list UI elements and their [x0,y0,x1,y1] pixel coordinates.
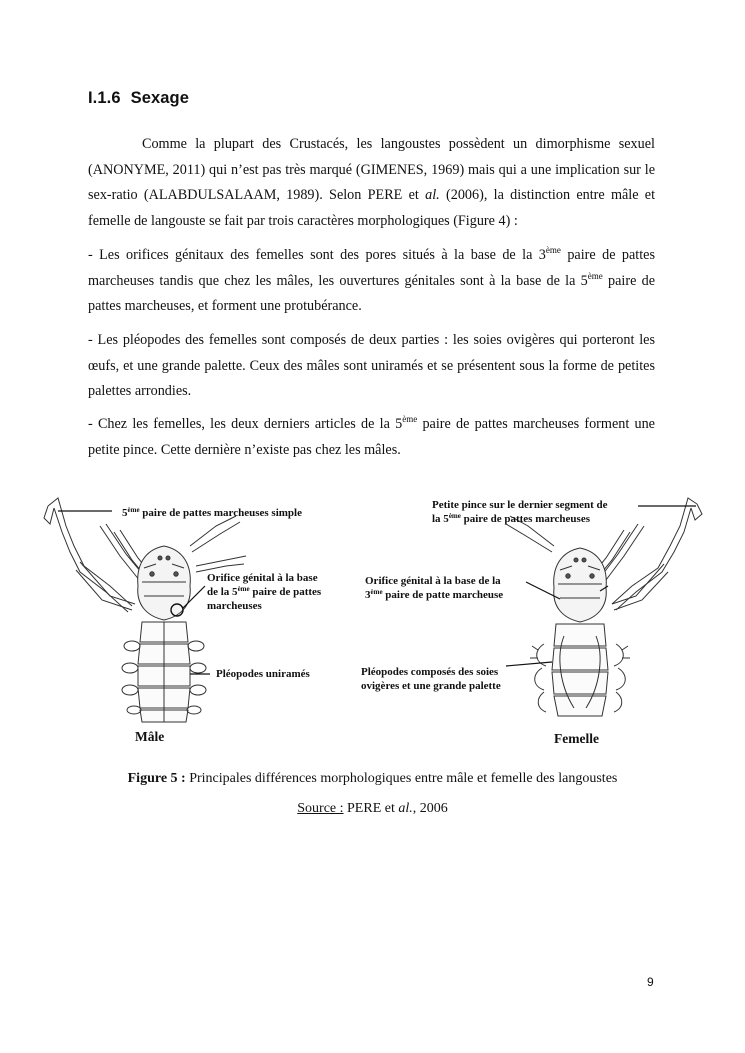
female-label-genital-orifice [365,574,503,602]
male-orifice-line2: de la 5ème paire de pattes [207,585,322,598]
paragraph-genital-orifices [88,243,655,320]
male-sex-label: Mâle [135,729,165,744]
caption-text: Principales différences morphologiques entre mâle et femelle des langoustes [185,771,618,786]
male-label-genital-orifice [207,571,321,613]
section-heading [88,89,189,108]
p4-text-a: - Chez les femelles, les deux derniers articles de la 5 [88,416,403,432]
paragraph-intro-end: (2006), la distinction entre mâle et femelle de langouste se fait par trois caractères morphologiques (Figure 4) : [88,187,656,229]
female-sex-label: Femelle [554,731,599,746]
source-text-a: PERE et [343,801,399,816]
caption-label: Figure 5 : [127,771,186,786]
p4-sup: ème [402,414,418,424]
paragraph-pleopods: - Les pléopodes des femelles sont composés de deux parties : les soies ovigères qui porteront les œufs, et une grande palette. Ceux des mâles sont uniramés et se présentent sous la forme de petites palettes arrondies. [88,332,655,400]
female-orifice-line2: 3ème paire de patte marcheuse [365,588,504,601]
source-text-b: , 2006 [412,801,448,816]
section-number: I.1.6 [88,89,121,107]
p4-text-b: paire de pattes marcheuses forment une petite pince. Cette dernière n’existe pas chez les mâles. [88,416,655,458]
p2-sup-2: ème [587,270,603,281]
p2-sup-1: ème [545,245,561,255]
figure-lobster-comparison [40,486,705,751]
female-lobster-drawing [506,498,702,716]
p2-text-b: paire de pattes marcheuses tandis que chez les mâles, les ouvertures génitales sont à la base de la 5 [88,247,655,289]
paragraph-intro [88,132,655,234]
female-orifice-line1: Orifice génital à la base de la [365,575,501,587]
female-pleopods-line2: ovigères et une grande palette [361,680,501,692]
p2-text-a: - Les orifices génitaux des femelles sont des pores situés à la base de la 3 [88,247,546,263]
italic-al: al. [425,187,440,204]
source-italic: al. [398,801,413,816]
male-orifice-line1: Orifice génital à la base [207,572,318,584]
paragraph-pincer [88,412,655,463]
p2-text-c: paire de pattes marcheuses, et forment une protubérance. [88,272,655,315]
female-pleopods-line1: Pléopodes composés des soies [361,666,499,678]
figure-caption [0,771,745,787]
source-label: Source : [297,801,344,816]
female-pincer-line2: la 5ème paire de pattes marcheuses [432,512,590,525]
male-label-pleopods: Pléopodes uniramés [216,668,310,680]
page-number: 9 [647,975,654,989]
male-label-walking-legs: 5ème paire de pattes marcheuses simple [122,506,302,519]
figure-source [0,801,745,817]
male-orifice-line3: marcheuses [207,600,262,612]
section-title: Sexage [130,89,189,107]
paragraph-intro-text: Comme la plupart des Crustacés, les langoustes possèdent un dimorphisme sexuel (ANONYME, 2011) qui n’est pas très marqué (GIMENES, 1969) mais qui a une implication sur le sex-ratio (ALABDULSALAAM, 1989). Selon PERE et [88,136,655,204]
female-pincer-line1: Petite pince sur le dernier segment de [432,499,608,511]
female-label-pleopods [361,665,501,693]
female-label-pincer [432,498,608,526]
